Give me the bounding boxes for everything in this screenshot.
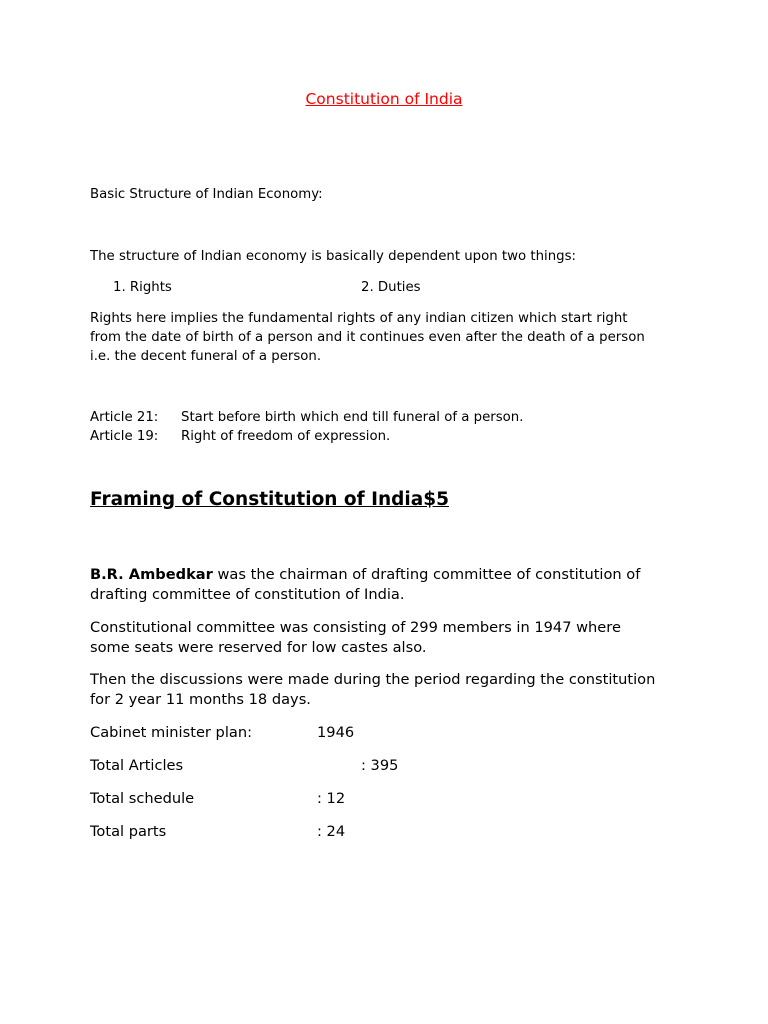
list-item-duties: 2. Duties [361, 280, 421, 295]
fact-label-total-schedule: Total schedule [90, 790, 195, 807]
rights-paragraph-line: from the date of birth of a person and it continues even after the death of a person [90, 330, 645, 345]
fact-value-total-schedule: : 12 [317, 790, 346, 807]
ambedkar-paragraph-line [90, 565, 640, 585]
fact-label-total-articles: Total Articles [90, 757, 184, 774]
fact-label-cabinet-plan: Cabinet minister plan: [90, 724, 252, 741]
discussion-paragraph-line: Then the discussions were made during the period regarding the constitution [90, 671, 656, 688]
discussion-paragraph-line: for 2 year 11 months 18 days. [90, 691, 311, 708]
basic-structure-heading: Basic Structure of Indian Economy: [90, 187, 323, 202]
fact-value-cabinet-plan: 1946 [317, 724, 355, 741]
article-21-label: Article 21: [90, 410, 159, 425]
rights-paragraph-line: i.e. the decent funeral of a person. [90, 349, 322, 364]
article-21-text: Start before birth which end till funeral of a person. [181, 410, 524, 425]
discussion-paragraph [90, 670, 655, 710]
committee-paragraph [90, 618, 621, 658]
ambedkar-paragraph [90, 565, 640, 605]
ambedkar-line-rest: was the chairman of drafting committee of constitution of [212, 566, 641, 583]
intro-sentence: The structure of Indian economy is basically dependent upon two things: [90, 249, 576, 264]
article-19-label: Article 19: [90, 429, 159, 444]
committee-paragraph-line: some seats were reserved for low castes also. [90, 639, 427, 656]
fact-value-total-articles: : 395 [361, 757, 399, 774]
ambedkar-paragraph-line: drafting committee of constitution of India. [90, 586, 405, 603]
list-item-rights: 1. Rights [113, 280, 172, 295]
document-title: Constitution of India [305, 90, 463, 108]
article-19-text: Right of freedom of expression. [181, 429, 391, 444]
ambedkar-name: B.R. Ambedkar [90, 566, 213, 583]
rights-paragraph-line: Rights here implies the fundamental rights of any indian citizen which start right [90, 311, 628, 326]
fact-value-total-parts: : 24 [317, 823, 346, 840]
committee-paragraph-line: Constitutional committee was consisting of 299 members in 1947 where [90, 619, 621, 636]
fact-label-total-parts: Total parts [90, 823, 167, 840]
rights-paragraph [90, 309, 645, 366]
framing-heading: Framing of Constitution of India$5 [90, 489, 449, 510]
